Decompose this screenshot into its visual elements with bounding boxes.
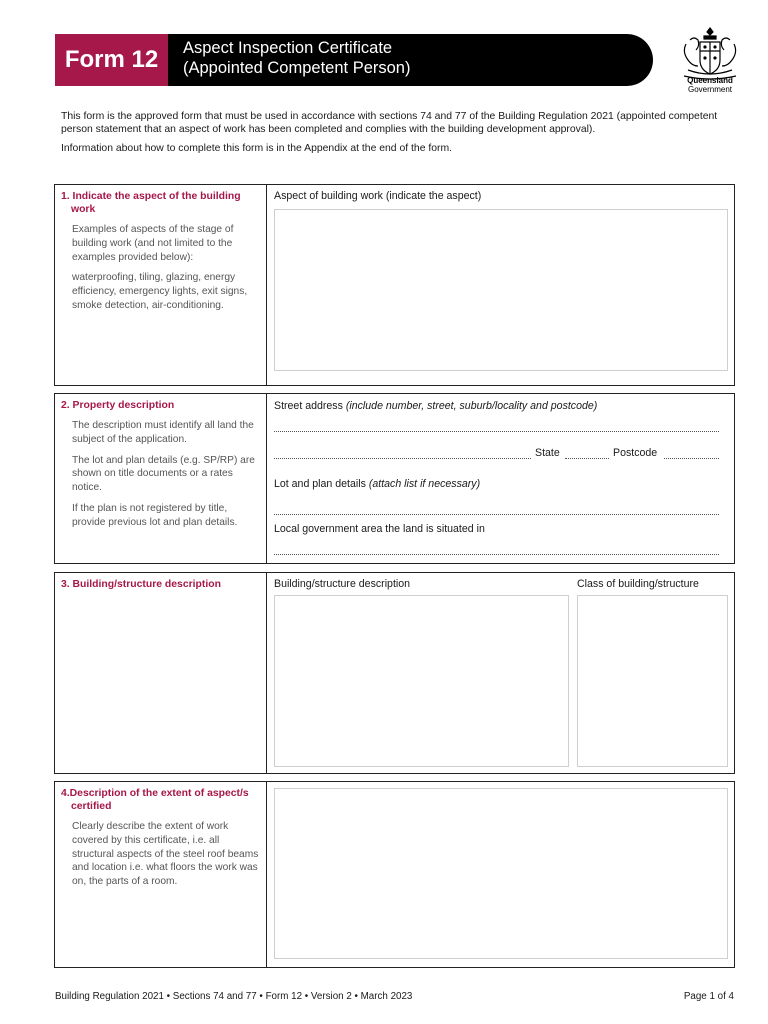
section-4-instructions <box>55 782 267 967</box>
section-2-fields <box>267 394 734 563</box>
queensland-government-logo-text <box>678 76 742 94</box>
street-address-label-text: Street address <box>274 400 343 412</box>
section-3-instructions <box>55 573 267 773</box>
section-1-help <box>61 223 260 313</box>
lga-label: Local government area the land is situated in <box>274 523 485 535</box>
state-label: State <box>535 447 560 459</box>
section-1-instructions <box>55 185 267 385</box>
section-4-title <box>61 787 260 813</box>
extent-input-box[interactable] <box>274 788 728 959</box>
section-2-instructions <box>55 394 267 563</box>
section-1-title <box>61 190 260 216</box>
building-description-input-box[interactable] <box>274 595 569 767</box>
footer-reference: Building Regulation 2021 • Sections 74 and 77 • Form 12 • Version 2 • March 2023 <box>55 991 413 1002</box>
section-2-property <box>54 393 735 564</box>
postcode-input-line[interactable] <box>664 458 719 459</box>
section-4-help <box>61 820 260 889</box>
lot-plan-hint: (attach list if necessary) <box>368 478 481 490</box>
section-3-fields <box>267 573 734 773</box>
form-title-line2: (Appointed Competent Person) <box>183 59 411 77</box>
section-1-help-1: Examples of aspects of the stage of building work (and not limited to the examples provided below): <box>72 224 234 263</box>
postcode-label: Postcode <box>613 447 658 459</box>
intro-paragraph-2: Information about how to complete this form is in the Appendix at the end of the form. <box>61 143 453 154</box>
section-2-help <box>61 419 260 530</box>
section-2-help-2: The lot and plan details (e.g. SP/RP) are shown on title documents or a rates notice. <box>72 454 255 494</box>
logo-line2: Government <box>687 85 733 94</box>
section-4-extent <box>54 781 735 968</box>
section-4-help-1: Clearly describe the extent of work covered by this certificate, i.e. all structural aspects of the steel roof beams and location i.e. what floors the work was on, the parts of a room. <box>72 821 259 888</box>
building-class-label: Class of building/structure <box>577 578 699 590</box>
building-class-input-box[interactable] <box>577 595 728 767</box>
section-4-title-text: 4.Description of the extent of aspect/s certified <box>61 788 249 812</box>
section-3-building <box>54 572 735 774</box>
section-1-title-text: 1. Indicate the aspect of the building work <box>61 191 241 215</box>
section-2-help-3: If the plan is not registered by title, provide previous lot and plan details. <box>72 502 238 528</box>
form-title-line1: Aspect Inspection Certificate <box>183 39 393 57</box>
street-address-line-2[interactable] <box>274 458 531 459</box>
section-3-title <box>61 578 260 591</box>
street-address-hint: (include number, street, suburb/locality and postcode) <box>345 400 598 412</box>
section-1-help-2: waterproofing, tiling, glazing, energy efficiency, emergency lights, exit signs, smoke detection, air-conditioning. <box>72 272 248 311</box>
section-3-title-text: 3. Building/structure description <box>61 579 221 590</box>
page-number: Page 1 of 4 <box>683 991 734 1002</box>
intro-paragraph-1: This form is the approved form that must be used in accordance with sections 74 and 77 of the Building Regulation 2021 (appointed competent person statement that an aspect of work has been completed and complies with the building development approval). <box>61 111 718 135</box>
section-2-title-text: 2. Property description <box>61 400 175 411</box>
logo-line1: Queensland <box>687 76 733 85</box>
aspect-input-box[interactable] <box>274 209 728 371</box>
form-number-badge: Form 12 <box>55 34 168 86</box>
section-1-fields <box>267 185 734 385</box>
section-4-fields <box>267 782 734 967</box>
form-title <box>183 38 410 78</box>
lga-input-line[interactable] <box>274 554 719 555</box>
section-2-title <box>61 399 260 412</box>
aspect-label: Aspect of building work (indicate the aspect) <box>274 190 482 202</box>
lot-plan-label-text: Lot and plan details <box>274 478 366 490</box>
section-1-aspect <box>54 184 735 386</box>
state-input-line[interactable] <box>565 458 609 459</box>
street-address-line-1[interactable] <box>274 431 719 432</box>
section-2-help-1: The description must identify all land the subject of the application. <box>72 420 254 445</box>
lot-plan-label <box>274 478 480 491</box>
street-address-label <box>274 400 597 413</box>
intro-text <box>61 110 731 161</box>
building-description-label: Building/structure description <box>274 578 411 590</box>
lot-plan-input-line[interactable] <box>274 514 719 515</box>
